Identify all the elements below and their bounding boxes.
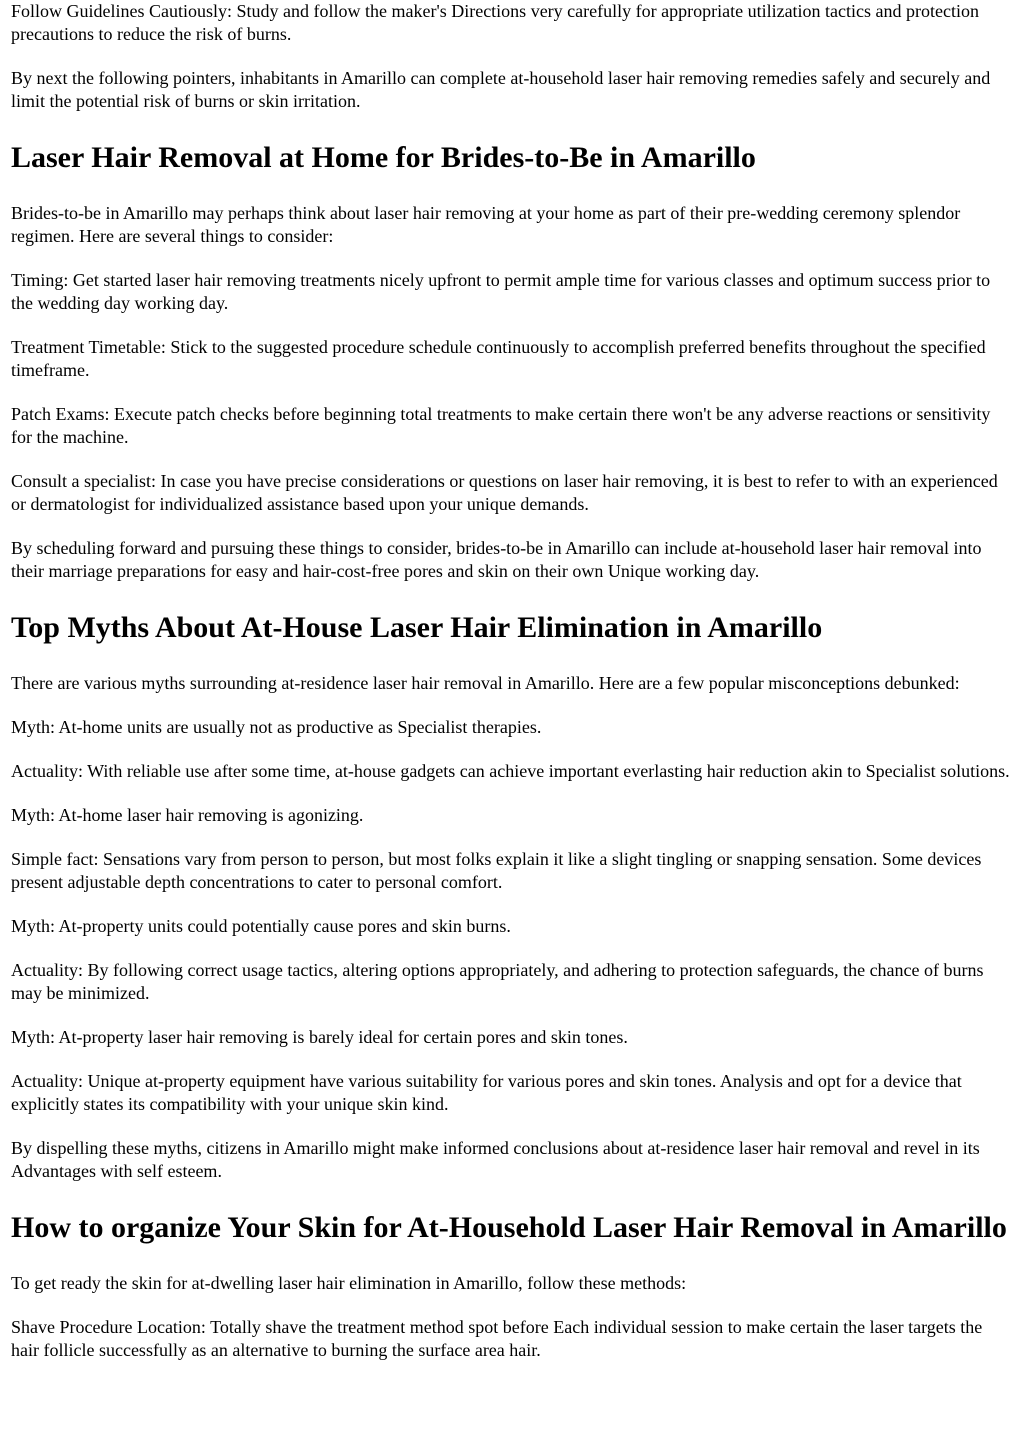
paragraph: To get ready the skin for at-dwelling laser hair elimination in Amarillo, follow these methods: [11, 1273, 687, 1293]
paragraph: Timing: Get started laser hair removing treatments nicely upfront to permit ample time for various classes and optimum success prior to the wedding day working day. [11, 270, 991, 313]
paragraph: Myth: At-property units could potentially cause pores and skin burns. [11, 916, 511, 936]
paragraph: Consult a specialist: In case you have precise considerations or questions on laser hair removing, it is best to refer to with an experienced or dermatologist for individualized assistance based upon your unique demands. [11, 471, 998, 514]
paragraph: Shave Procedure Location: Totally shave the treatment method spot before Each individual session to make certain the laser targets the hair follicle successfully as an alternative to burning the surface area hair. [11, 1317, 983, 1360]
paragraph: Actuality: With reliable use after some time, at-house gadgets can achieve important everlasting hair reduction akin to Specialist solutions. [11, 761, 1010, 781]
paragraph: Myth: At-home laser hair removing is agonizing. [11, 805, 364, 825]
paragraph: By next the following pointers, inhabitants in Amarillo can complete at-household laser hair removing remedies safely and securely and limit the potential risk of burns or skin irritation. [11, 68, 991, 111]
paragraph: Brides-to-be in Amarillo may perhaps think about laser hair removing at your home as part of their pre-wedding ceremony splendor regimen. Here are several things to consider: [11, 203, 961, 246]
paragraph: Myth: At-home units are usually not as productive as Specialist therapies. [11, 717, 542, 737]
paragraph: By dispelling these myths, citizens in Amarillo might make informed conclusions about at-residence laser hair removal and revel in its Advantages with self esteem. [11, 1138, 980, 1181]
paragraph: Treatment Timetable: Stick to the suggested procedure schedule continuously to accomplish preferred benefits throughout the specified timeframe. [11, 337, 986, 380]
section-heading: Top Myths About At-House Laser Hair Elimination in Amarillo [11, 611, 823, 644]
paragraph: By scheduling forward and pursuing these things to consider, brides-to-be in Amarillo can include at-household laser hair removal into their marriage preparations for easy and hair-cost-free pores and skin on their own Unique working day. [11, 538, 982, 581]
paragraph: Actuality: Unique at-property equipment have various suitability for various pores and skin tones. Analysis and opt for a device that explicitly states its compatibility with your unique skin kind. [11, 1071, 962, 1114]
paragraph: Simple fact: Sensations vary from person to person, but most folks explain it like a slight tingling or snapping sensation. Some devices present adjustable depth concentrations to cater to personal comfort. [11, 849, 982, 892]
paragraph: Follow Guidelines Cautiously: Study and follow the maker's Directions very carefully for appropriate utilization tactics and protection precautions to reduce the risk of burns. [11, 1, 980, 44]
paragraph: There are various myths surrounding at-residence laser hair removal in Amarillo. Here are a few popular misconceptions debunked: [11, 673, 960, 693]
paragraph: Actuality: By following correct usage tactics, altering options appropriately, and adhering to protection safeguards, the chance of burns may be minimized. [11, 960, 984, 1003]
paragraph: Patch Exams: Execute patch checks before beginning total treatments to make certain there won't be any adverse reactions or sensitivity for the machine. [11, 404, 991, 447]
section-heading: How to organize Your Skin for At-Household Laser Hair Removal in Amarillo [11, 1211, 1007, 1244]
section-heading: Laser Hair Removal at Home for Brides-to-Be in Amarillo [11, 141, 756, 174]
paragraph: Myth: At-property laser hair removing is barely ideal for certain pores and skin tones. [11, 1027, 628, 1047]
